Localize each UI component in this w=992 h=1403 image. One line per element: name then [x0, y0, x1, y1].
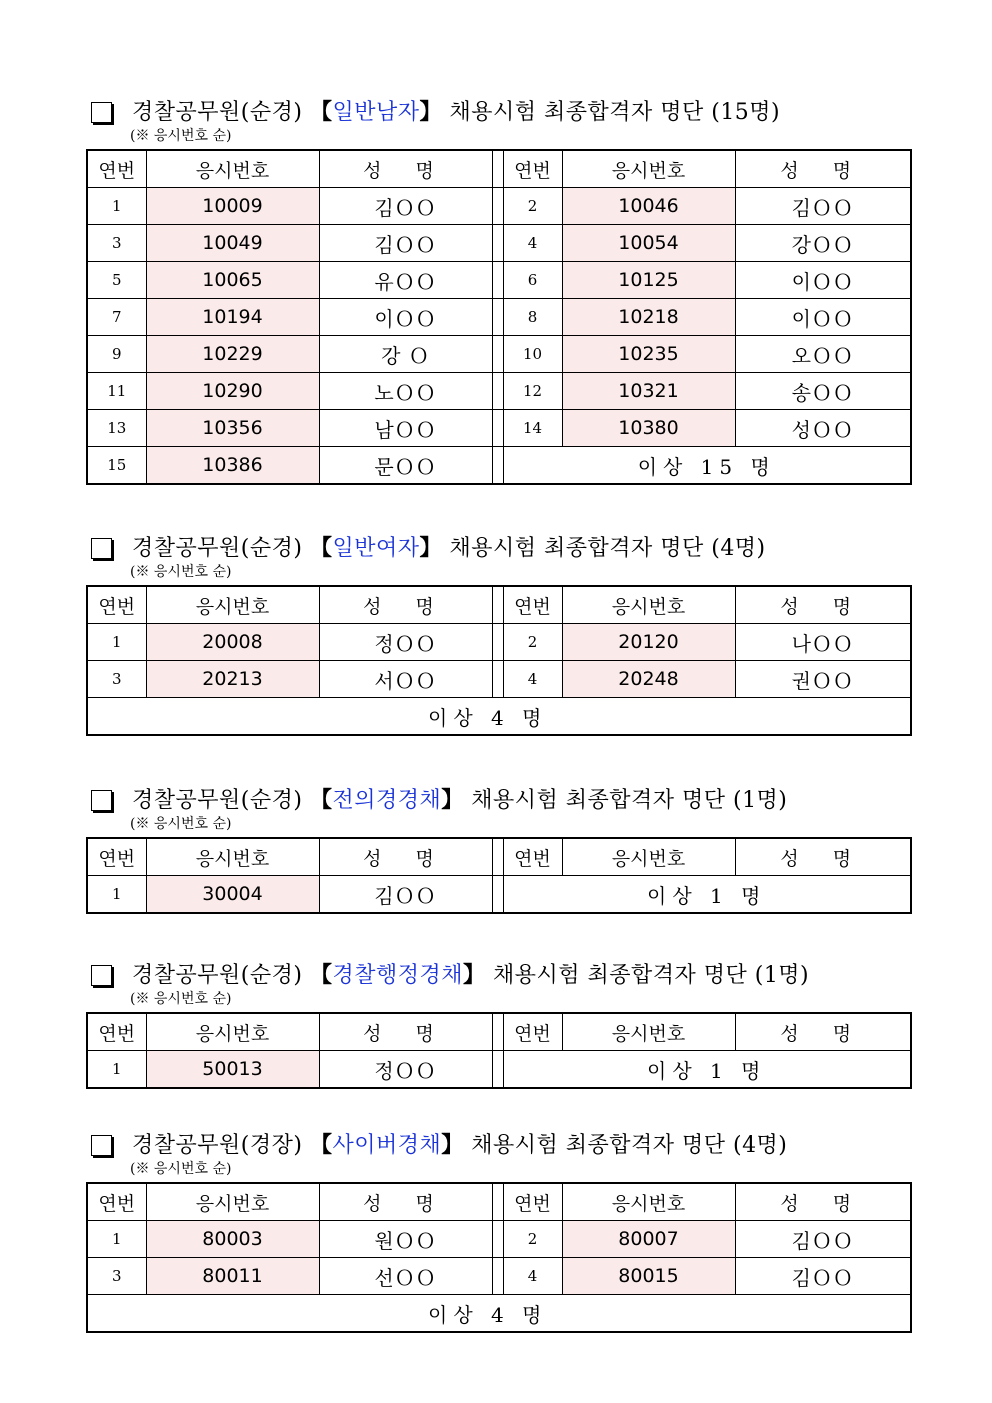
- roster-section: [86, 1130, 910, 1333]
- column-gap: [492, 188, 503, 225]
- checkbox-square-icon: [91, 790, 112, 811]
- column-header-no: 연번: [503, 586, 562, 624]
- candidate-name: 정ＯＯ: [319, 624, 492, 661]
- column-header-no: 연번: [87, 150, 146, 188]
- recruitment-category: 전의경경채: [332, 788, 442, 813]
- bracket-close: 】: [441, 1132, 464, 1158]
- candidate-name: 김ＯＯ: [319, 876, 492, 914]
- title-prefix: 경찰공무원(순경): [132, 100, 310, 125]
- candidate-name: 성ＯＯ: [735, 410, 911, 447]
- candidate-name: 권ＯＯ: [735, 661, 911, 698]
- table-row: [87, 876, 911, 914]
- column-gap: [492, 1051, 503, 1089]
- section-heading: [86, 97, 910, 127]
- total-count: 이상 4 명: [87, 698, 911, 736]
- column-gap: [492, 586, 503, 624]
- candidate-name: 선ＯＯ: [319, 1258, 492, 1295]
- title-prefix: 경찰공무원(순경): [132, 963, 310, 988]
- candidate-name: 송ＯＯ: [735, 373, 911, 410]
- column-header-name: 성 명: [319, 1183, 492, 1221]
- header-row: [87, 1013, 911, 1051]
- section-title: [132, 960, 809, 991]
- title-prefix: 경찰공무원(순경): [132, 788, 310, 813]
- candidate-name: 강 Ｏ: [319, 336, 492, 373]
- column-header-no: 연번: [503, 1013, 562, 1051]
- exam-number: 10218: [562, 299, 735, 336]
- sort-note: (※ 응시번호 순): [130, 128, 232, 144]
- candidate-name: 서ＯＯ: [319, 661, 492, 698]
- title-suffix: 채용시험 최종합격자 명단 (4명): [441, 536, 766, 561]
- exam-number: 10380: [562, 410, 735, 447]
- recruitment-category: 일반남자: [332, 100, 420, 125]
- column-header-name: 성 명: [735, 586, 911, 624]
- serial-number: 4: [503, 225, 562, 262]
- candidate-name: 이ＯＯ: [735, 262, 911, 299]
- column-gap: [492, 624, 503, 661]
- bracket-close: 】: [462, 962, 486, 988]
- exam-number: 80015: [562, 1258, 735, 1295]
- column-header-exam: 응시번호: [562, 586, 735, 624]
- exam-number: 10194: [146, 299, 319, 336]
- exam-number: 10125: [562, 262, 735, 299]
- column-header-exam: 응시번호: [562, 150, 735, 188]
- table-row: [87, 447, 911, 485]
- candidate-name: 남ＯＯ: [319, 410, 492, 447]
- results-table: [86, 837, 912, 914]
- candidate-name: 유ＯＯ: [319, 262, 492, 299]
- roster-section: [86, 785, 910, 914]
- section-heading: [86, 960, 910, 990]
- sort-note: (※ 응시번호 순): [130, 816, 232, 832]
- column-gap: [492, 410, 503, 447]
- exam-number: 20120: [562, 624, 735, 661]
- bracket-close: 】: [441, 787, 464, 813]
- serial-number: 3: [87, 1258, 146, 1295]
- title-suffix: 채용시험 최종합격자 명단 (15명): [441, 100, 781, 125]
- exam-number: 10046: [562, 188, 735, 225]
- candidate-name: 이ＯＯ: [735, 299, 911, 336]
- total-count: 이상 1 명: [503, 876, 911, 914]
- column-gap: [492, 1183, 503, 1221]
- serial-number: 4: [503, 1258, 562, 1295]
- column-gap: [492, 299, 503, 336]
- candidate-name: 김ＯＯ: [319, 225, 492, 262]
- serial-number: 1: [87, 188, 146, 225]
- serial-number: 3: [87, 661, 146, 698]
- column-header-name: 성 명: [319, 1013, 492, 1051]
- title-suffix: 채용시험 최종합격자 명단 (1명): [485, 963, 810, 988]
- column-header-exam: 응시번호: [562, 838, 735, 876]
- column-header-exam: 응시번호: [562, 1013, 735, 1051]
- exam-number: 80007: [562, 1221, 735, 1258]
- title-prefix: 경찰공무원(순경): [132, 536, 310, 561]
- total-count: 이상 1 명: [503, 1051, 911, 1089]
- bracket-open: 【: [309, 962, 333, 988]
- roster-section: [86, 97, 910, 485]
- title-suffix: 채용시험 최종합격자 명단 (1명): [463, 788, 788, 813]
- total-row: [87, 698, 911, 736]
- exam-number: 10049: [146, 225, 319, 262]
- recruitment-category: 일반여자: [332, 536, 420, 561]
- bracket-close: 】: [419, 535, 442, 561]
- column-header-no: 연번: [87, 838, 146, 876]
- serial-number: 6: [503, 262, 562, 299]
- column-gap: [492, 225, 503, 262]
- candidate-name: 문ＯＯ: [319, 447, 492, 485]
- exam-number: 20008: [146, 624, 319, 661]
- bracket-close: 】: [419, 99, 442, 125]
- table-row: [87, 661, 911, 698]
- serial-number: 2: [503, 1221, 562, 1258]
- table-row: [87, 373, 911, 410]
- column-gap: [492, 336, 503, 373]
- column-header-name: 성 명: [735, 838, 911, 876]
- title-prefix: 경찰공무원(경장): [132, 1133, 310, 1158]
- exam-number: 80011: [146, 1258, 319, 1295]
- table-row: [87, 225, 911, 262]
- column-header-no: 연번: [503, 1183, 562, 1221]
- checkbox-square-icon: [91, 1135, 112, 1156]
- column-header-exam: 응시번호: [562, 1183, 735, 1221]
- serial-number: 7: [87, 299, 146, 336]
- table-row: [87, 1258, 911, 1295]
- column-gap: [492, 1221, 503, 1258]
- serial-number: 13: [87, 410, 146, 447]
- header-row: [87, 1183, 911, 1221]
- column-gap: [492, 150, 503, 188]
- column-gap: [492, 262, 503, 299]
- section-title: [132, 785, 787, 816]
- column-header-name: 성 명: [319, 838, 492, 876]
- serial-number: 1: [87, 624, 146, 661]
- column-gap: [492, 876, 503, 914]
- recruitment-category: 사이버경채: [332, 1133, 442, 1158]
- serial-number: 15: [87, 447, 146, 485]
- column-header-exam: 응시번호: [146, 1013, 319, 1051]
- bracket-open: 【: [309, 99, 333, 125]
- column-gap: [492, 1013, 503, 1051]
- table-row: [87, 336, 911, 373]
- exam-number: 30004: [146, 876, 319, 914]
- checkbox-square-icon: [91, 965, 112, 986]
- candidate-name: 오ＯＯ: [735, 336, 911, 373]
- sort-note: (※ 응시번호 순): [130, 991, 232, 1007]
- column-header-no: 연번: [503, 150, 562, 188]
- exam-number: 10065: [146, 262, 319, 299]
- column-header-exam: 응시번호: [146, 586, 319, 624]
- candidate-name: 원ＯＯ: [319, 1221, 492, 1258]
- exam-number: 80003: [146, 1221, 319, 1258]
- column-header-name: 성 명: [735, 150, 911, 188]
- checkbox-square-icon: [91, 102, 112, 123]
- table-row: [87, 188, 911, 225]
- column-header-exam: 응시번호: [146, 1183, 319, 1221]
- header-row: [87, 150, 911, 188]
- table-row: [87, 410, 911, 447]
- serial-number: 4: [503, 661, 562, 698]
- serial-number: 2: [503, 188, 562, 225]
- column-gap: [492, 1258, 503, 1295]
- column-header-name: 성 명: [319, 586, 492, 624]
- results-table: [86, 585, 912, 736]
- total-count: 이상 4 명: [87, 1295, 911, 1333]
- column-header-exam: 응시번호: [146, 838, 319, 876]
- results-table: [86, 1182, 912, 1333]
- exam-number: 20213: [146, 661, 319, 698]
- table-row: [87, 299, 911, 336]
- candidate-name: 정ＯＯ: [319, 1051, 492, 1089]
- column-gap: [492, 447, 503, 485]
- table-row: [87, 1051, 911, 1089]
- serial-number: 3: [87, 225, 146, 262]
- section-title: [132, 533, 766, 564]
- serial-number: 12: [503, 373, 562, 410]
- exam-number: 10356: [146, 410, 319, 447]
- column-gap: [492, 661, 503, 698]
- table-row: [87, 262, 911, 299]
- exam-number: 10054: [562, 225, 735, 262]
- exam-number: 10386: [146, 447, 319, 485]
- column-header-no: 연번: [87, 586, 146, 624]
- section-title: [132, 1130, 787, 1161]
- bracket-open: 【: [309, 535, 333, 561]
- candidate-name: 김ＯＯ: [735, 188, 911, 225]
- exam-number: 50013: [146, 1051, 319, 1089]
- recruitment-category: 경찰행정경채: [332, 963, 463, 988]
- exam-number: 10321: [562, 373, 735, 410]
- table-row: [87, 1221, 911, 1258]
- column-header-no: 연번: [87, 1013, 146, 1051]
- header-row: [87, 586, 911, 624]
- serial-number: 11: [87, 373, 146, 410]
- serial-number: 1: [87, 1221, 146, 1258]
- column-header-no: 연번: [503, 838, 562, 876]
- section-heading: [86, 533, 910, 563]
- serial-number: 5: [87, 262, 146, 299]
- candidate-name: 나ＯＯ: [735, 624, 911, 661]
- total-row: [87, 1295, 911, 1333]
- serial-number: 2: [503, 624, 562, 661]
- candidate-name: 강ＯＯ: [735, 225, 911, 262]
- exam-number: 10235: [562, 336, 735, 373]
- serial-number: 8: [503, 299, 562, 336]
- column-header-name: 성 명: [735, 1183, 911, 1221]
- serial-number: 14: [503, 410, 562, 447]
- results-table: [86, 149, 912, 485]
- total-count: 이상 15 명: [503, 447, 911, 485]
- section-heading: [86, 1130, 910, 1160]
- candidate-name: 김ＯＯ: [735, 1221, 911, 1258]
- serial-number: 9: [87, 336, 146, 373]
- column-header-no: 연번: [87, 1183, 146, 1221]
- exam-number: 10229: [146, 336, 319, 373]
- header-row: [87, 838, 911, 876]
- section-heading: [86, 785, 910, 815]
- column-header-name: 성 명: [735, 1013, 911, 1051]
- exam-number: 10009: [146, 188, 319, 225]
- serial-number: 1: [87, 1051, 146, 1089]
- checkbox-square-icon: [91, 538, 112, 559]
- serial-number: 1: [87, 876, 146, 914]
- bracket-open: 【: [309, 1132, 333, 1158]
- candidate-name: 김ＯＯ: [319, 188, 492, 225]
- section-title: [132, 97, 780, 128]
- results-table: [86, 1012, 912, 1089]
- roster-section: [86, 533, 910, 736]
- column-header-name: 성 명: [319, 150, 492, 188]
- sort-note: (※ 응시번호 순): [130, 1161, 232, 1177]
- sort-note: (※ 응시번호 순): [130, 564, 232, 580]
- serial-number: 10: [503, 336, 562, 373]
- candidate-name: 이ＯＯ: [319, 299, 492, 336]
- column-gap: [492, 838, 503, 876]
- column-header-exam: 응시번호: [146, 150, 319, 188]
- roster-section: [86, 960, 910, 1089]
- exam-number: 20248: [562, 661, 735, 698]
- candidate-name: 김ＯＯ: [735, 1258, 911, 1295]
- candidate-name: 노ＯＯ: [319, 373, 492, 410]
- title-suffix: 채용시험 최종합격자 명단 (4명): [463, 1133, 788, 1158]
- bracket-open: 【: [309, 787, 333, 813]
- table-row: [87, 624, 911, 661]
- column-gap: [492, 373, 503, 410]
- exam-number: 10290: [146, 373, 319, 410]
